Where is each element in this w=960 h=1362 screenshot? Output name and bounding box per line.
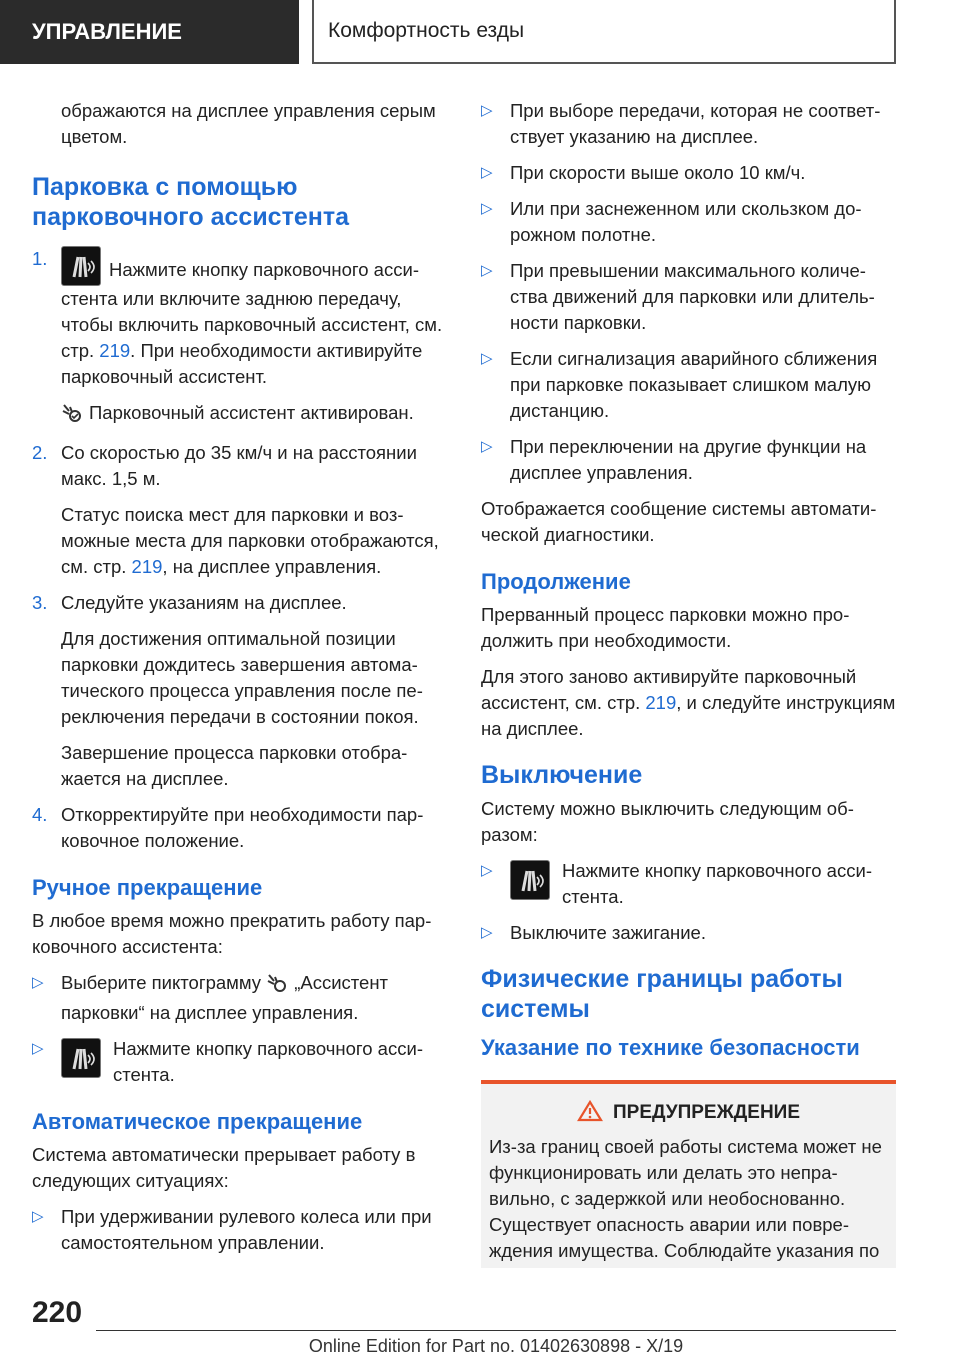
- heading-parking: Парковка с помощью парковочного ассистента: [32, 173, 349, 231]
- warning-triangle-icon: [577, 1100, 603, 1122]
- intro-text: ображаются на дисплее управления серым цветом.: [61, 100, 436, 147]
- step-number: 1.: [32, 248, 48, 269]
- left-column: [32, 98, 452, 1266]
- bullet-arrow-icon: ▷: [481, 862, 493, 879]
- heading-safety: Указание по технике безопасности: [481, 1035, 860, 1060]
- bullet-arrow-icon: ▷: [481, 438, 493, 455]
- auto-text: Система автоматически прерывает работу в следующих ситуациях:: [32, 1144, 416, 1191]
- auto-bullet-1: ▷ При удерживании рулевого колеса или при самостоятельном управлении.: [32, 1206, 432, 1253]
- diag-text: Отображается сообщение системы автоматической диагностики.: [481, 498, 877, 545]
- bullet-arrow-icon: ▷: [481, 924, 493, 941]
- footer-divider: [96, 1330, 896, 1331]
- auto-bullet: ▷ При превышении максимального количества движений для парковки или длительности парковки.: [481, 260, 875, 333]
- continue-text-2: Для этого заново активируйте парковочный ассистент, см. стр. 219, и следуйте инструкциям на дисплее.: [481, 666, 896, 739]
- off-text: Систему можно выключить следующим образом:: [481, 798, 854, 845]
- manual-bullet-1: ▷ Выберите пиктограмму „Ассистент парковки“ на дисплее управления.: [32, 972, 389, 1023]
- step-1-status: Парковочный ассистент активирован.: [32, 400, 452, 430]
- step-2: 2. Со скоростью до 35 км/ч и на расстоянии макс. 1,5 м.: [32, 442, 417, 489]
- bullet-arrow-icon: ▷: [481, 102, 493, 119]
- step-1: 1. Нажмите кнопку парковочного ассистента или включите заднюю передачу, чтобы включить парковочный ассистент, см. стр. 219. При необходимости активируйте парковочный ассистент.: [32, 248, 443, 387]
- chapter-title: Комфортность езды: [312, 0, 896, 64]
- right-column: [481, 98, 896, 1268]
- step-3-sub-a: Для достижения оптимальной позиции парковки дождитесь завершения автоматического процесса управления после переключения передачи в состоянии покоя.: [61, 628, 423, 727]
- warning-heading: ПРЕДУПРЕЖДЕНИЕ: [489, 1100, 888, 1126]
- warning-text: Из-за границ своей работы система может не функционировать или делать это неправильно, с задержкой или необоснованно. Существует опасность аварии или повреждения имущества. Соблюдайте указания по: [489, 1136, 882, 1261]
- bullet-arrow-icon: ▷: [481, 350, 493, 367]
- continue-text: Прерванный процесс парковки можно продолжить при необходимости.: [481, 604, 850, 651]
- parking-assistant-button-icon: [510, 860, 550, 900]
- step-4: 4. Откорректируйте при необходимости парковочное положение.: [32, 804, 424, 851]
- bullet-arrow-icon: ▷: [481, 200, 493, 217]
- bullet-arrow-icon: ▷: [32, 1208, 44, 1225]
- page-link[interactable]: 219: [131, 556, 163, 577]
- section-tab: УПРАВЛЕНИЕ: [0, 0, 299, 64]
- bullet-arrow-icon: ▷: [32, 1040, 44, 1057]
- auto-bullet: ▷ Если сигнализация аварийного сближения при парковке показывает слишком малую дистанцию.: [481, 348, 878, 421]
- step-3: 3. Следуйте указаниям на дисплее.: [32, 592, 347, 613]
- parking-assistant-button-icon: [61, 1038, 101, 1078]
- auto-bullet: ▷ При выборе передачи, которая не соответствует указанию на дисплее.: [481, 100, 881, 147]
- auto-bullet: ▷ При скорости выше около 10 км/ч.: [481, 160, 896, 186]
- parking-assistant-button-icon: [61, 246, 101, 286]
- off-bullet-1: ▷ Нажмите кнопку парковочного ассистента.: [481, 860, 872, 907]
- page-link[interactable]: 219: [99, 340, 131, 361]
- heading-auto-stop: Автоматическое прекращение: [32, 1109, 363, 1134]
- bullet-arrow-icon: ▷: [481, 164, 493, 181]
- parking-assistant-icon: [266, 973, 288, 1000]
- parking-active-icon: [61, 403, 83, 430]
- page-number: 220: [32, 1296, 83, 1329]
- off-bullet-2: ▷ Выключите зажигание.: [481, 920, 896, 946]
- step-2-sub: Статус поиска мест для парковки и возможные места для парковки отображаются, см. стр. 219, на дисплее управления.: [61, 504, 439, 577]
- auto-bullet: ▷ Или при заснеженном или скользком дорожном полотне.: [481, 198, 862, 245]
- heading-manual-stop: Ручное прекращение: [32, 875, 263, 900]
- manual-bullet-2: ▷ Нажмите кнопку парковочного ассистента.: [32, 1038, 423, 1085]
- bullet-arrow-icon: ▷: [32, 974, 44, 991]
- heading-off: Выключение: [481, 761, 643, 789]
- step-3-sub-b: Завершение процесса парковки отображается на дисплее.: [61, 742, 408, 789]
- auto-bullet: ▷ При переключении на другие функции на дисплее управления.: [481, 436, 867, 483]
- manual-text: В любое время можно прекратить работу парковочного ассистента:: [32, 910, 432, 957]
- footer-edition: Online Edition for Part no. 01402630898 - X/19: [308, 1336, 684, 1356]
- bullet-arrow-icon: ▷: [481, 262, 493, 279]
- heading-continue: Продолжение: [481, 569, 631, 594]
- warning-box: [481, 1080, 896, 1268]
- heading-limits: Физические границы работы системы: [481, 965, 843, 1023]
- page-link[interactable]: 219: [645, 692, 677, 713]
